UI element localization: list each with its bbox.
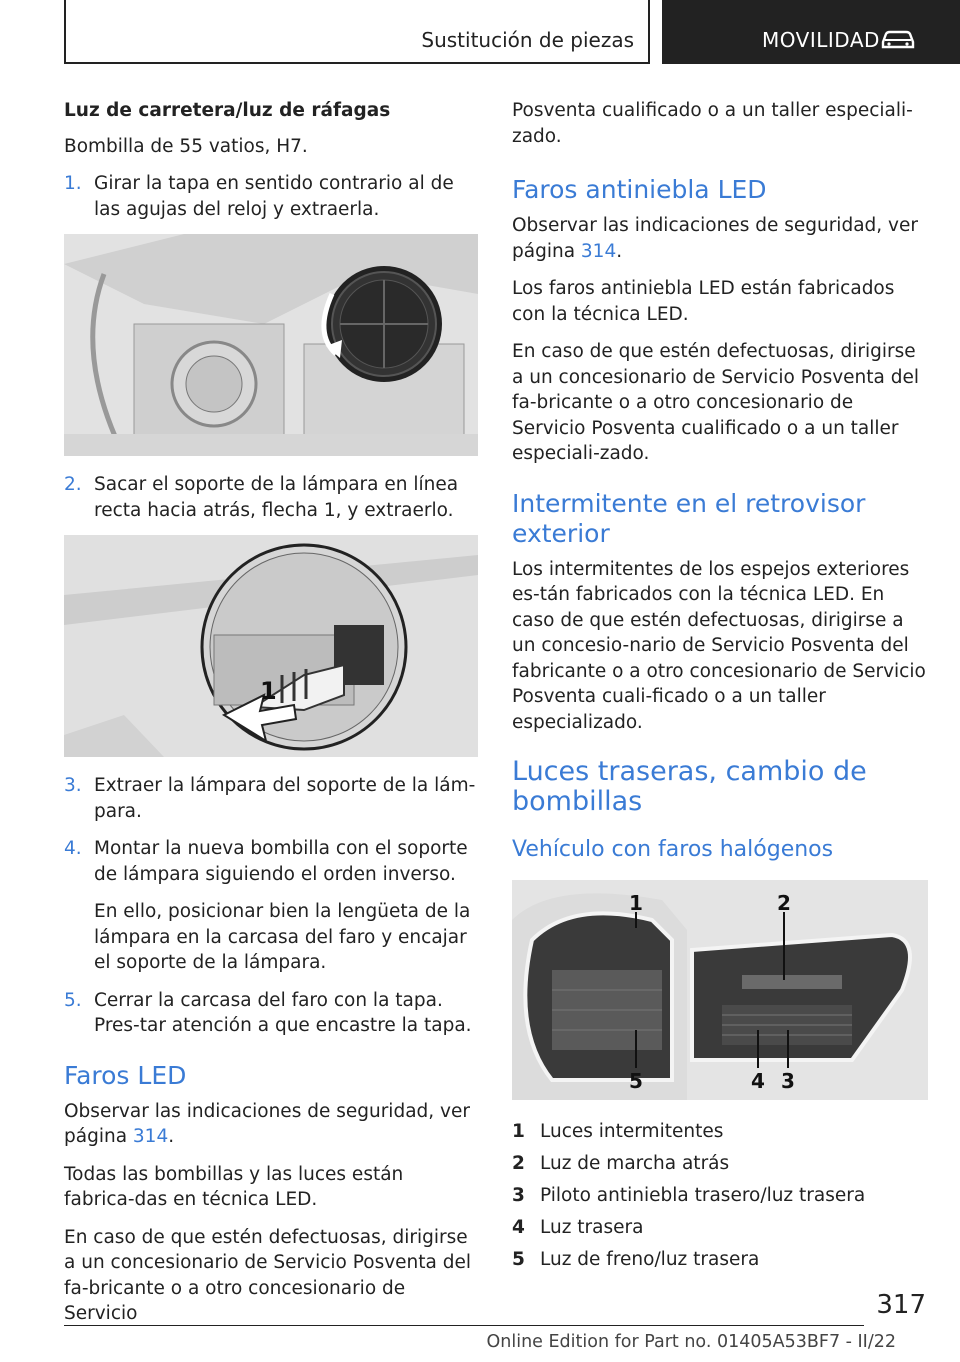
section-heading-fog: Faros antiniebla LED [512,175,767,204]
callout-2: 2 [777,891,791,915]
tail-light-illustration [512,880,928,1100]
header-section-box [64,0,650,64]
arrow-label: 1 [260,677,277,705]
footer-divider [64,1325,864,1326]
step-text: Girar la tapa en sentido contrario al de las agujas del reloj y extraerla. [94,173,454,220]
legend-item [512,1180,926,1212]
subsection-heading-halogen: Vehículo con faros halógenos [512,837,834,862]
led-paragraph-3: En caso de que estén defectuosas, dirigirse a un concesionario de Servicio Posventa del fa-bricante o a otro concesionario de Servicio [64,1226,471,1324]
continued-paragraph: Posventa cualificado o a un taller especiali-zado. [512,100,913,147]
legend-number: 4 [512,1217,525,1238]
header-chapter-title: MOVILIDAD [762,28,880,52]
text: . [616,240,623,262]
section-heading-led: Faros LED [64,1060,187,1090]
section-heading-mirror: Intermitente en el retrovisor exterior [512,488,866,548]
section-heading-rear-lights: Luces traseras, cambio de bombillas [512,756,867,817]
led-paragraph-2: Todas las bombillas y las luces están fabrica-das en técnica LED. [64,1163,404,1210]
headlight-cover-figure [64,234,478,456]
legend-text: Luz de freno/luz trasera [540,1249,760,1270]
callout-5: 5 [629,1069,643,1093]
step-text: Cerrar la carcasa del faro con la tapa. Pres-tar atención a que encastre la tapa. [94,989,472,1036]
step-number: 1. [64,173,82,194]
step-text: En ello, posicionar bien la lengüeta de la lámpara en la carcasa del faro y encajar el soporte de la lámpara. [94,901,471,973]
legend-item [512,1244,926,1276]
led-safety-paragraph [64,1099,478,1150]
step-2 [64,472,478,523]
header-chapter-box [662,0,960,64]
step-number: 2. [64,474,82,495]
mirror-paragraph: Los intermitentes de los espejos exteriores es-tán fabricados con la técnica LED. En caso de que estén defectuosas, dirigirse a un concesio-nario de Servicio Posventa del fabricante o a otro concesionario de Servicio Posventa cuali-ficado o a un taller especializado. [512,558,926,733]
legend-item [512,1116,926,1148]
step-text: Sacar el soporte de la lámpara en línea recta hacia atrás, flecha 1, y extraerlo. [94,474,459,521]
legend-number: 5 [512,1249,525,1270]
step-number: 5. [64,989,82,1011]
car-icon [880,28,916,50]
legend-text: Luces intermitentes [540,1121,724,1142]
step-1 [64,171,478,222]
headlight-cover-illustration [64,234,478,456]
legend-number: 2 [512,1153,525,1174]
bulb-spec: Bombilla de 55 vatios, H7. [64,135,308,157]
page-link[interactable]: 314 [580,240,617,262]
left-column [64,98,478,1339]
right-column [512,98,926,1276]
text: Observar las indicaciones de seguridad, ver página [512,215,918,262]
page-link[interactable]: 314 [132,1126,169,1147]
legend-item [512,1212,926,1244]
step-3 [64,773,478,824]
callout-3: 3 [781,1069,795,1093]
step-number: 4. [64,838,82,859]
text: . [168,1126,175,1147]
callout-4: 4 [751,1069,765,1093]
step-text: Montar la nueva bombilla con el soporte de lámpara siguiendo el orden inverso. [94,838,468,885]
footer-edition: Online Edition for Part no. 01405A53BF7 - II/22 [486,1332,896,1352]
fog-paragraph-3: En caso de que estén defectuosas, dirigirse a un concesionario de Servicio Posventa del fa-bricante o a otro concesionario de Servicio Posventa cualificado o a un taller especiali-zado. [512,341,919,464]
text: Observar las indicaciones de seguridad, ver página [64,1100,470,1147]
legend-item [512,1148,926,1180]
fog-paragraph-2: Los faros antiniebla LED están fabricados con la técnica LED. [512,278,895,325]
lamp-holder-figure [64,535,478,757]
tail-light-figure [512,880,928,1100]
legend-text: Piloto antiniebla trasero/luz trasera [540,1185,866,1206]
subsection-title: Luz de carretera/luz de ráfagas [64,100,391,121]
step-5 [64,988,478,1039]
fog-safety-paragraph [512,213,926,264]
header-section-title: Sustitución de piezas [421,28,634,52]
legend-number: 3 [512,1185,525,1206]
legend-list [512,1116,926,1276]
callout-1: 1 [629,891,643,915]
page-number: 317 [876,1290,926,1320]
step-number: 3. [64,775,82,796]
legend-number: 1 [512,1121,525,1142]
step-4 [64,836,478,887]
legend-text: Luz de marcha atrás [540,1153,730,1174]
lamp-holder-illustration [64,535,478,757]
legend-text: Luz trasera [540,1217,644,1238]
step-text: Extraer la lámpara del soporte de la lám-para. [94,775,476,822]
step-4-continuation [64,899,478,976]
